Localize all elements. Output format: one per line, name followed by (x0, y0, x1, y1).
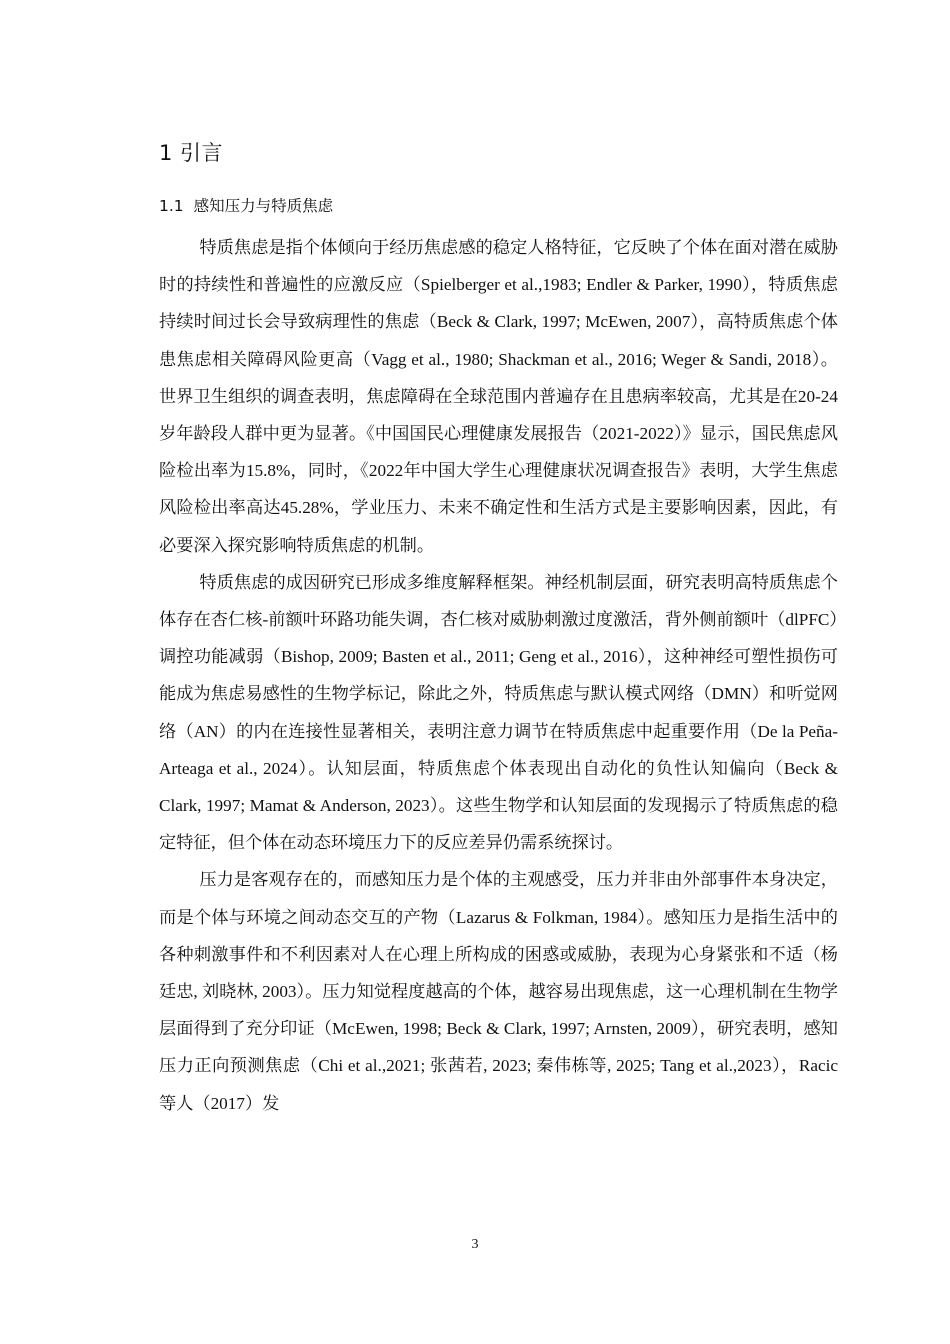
paragraph-trait-anxiety-definition: 特质焦虑是指个体倾向于经历焦虑感的稳定人格特征，它反映了个体在面对潜在威胁时的持续性和普遍性的应激反应（Spielberger et al.,1983; Endler & Parker, 1990），特质焦虑持续时间过长会导致病理性的焦虑（Beck & Clark, 1997; McEwen, 2007），高特质焦虑个体患焦虑相关障碍风险更高（Vagg et al., 1980; Shackman et al., 2016; Weger & Sandi, 2018）。世界卫生组织的调查表明，焦虑障碍在全球范围内普遍存在且患病率较高，尤其是在20-24岁年龄段人群中更为显著。《中国国民心理健康发展报告（2021-2022）》显示，国民焦虑风险检出率为15.8%，同时，《2022年中国大学生心理健康状况调查报告》表明，大学生焦虑风险检出率高达45.28%，学业压力、未来不确定性和生活方式是主要影响因素，因此，有必要深入探究影响特质焦虑的机制。 (159, 238, 838, 555)
paragraph-perceived-stress: 压力是客观存在的，而感知压力是个体的主观感受，压力并非由外部事件本身决定，而是个体与环境之间动态交互的产物（Lazarus & Folkman, 1984）。感知压力是指生活中的各种刺激事件和不利因素对人在心理上所构成的困惑或威胁，表现为心身紧张和不适（杨廷忠, 刘晓林, 2003）。压力知觉程度越高的个体，越容易出现焦虑，这一心理机制在生物学层面得到了充分印证（McEwen, 1998; Beck & Clark, 1997; Arnsten, 2009），研究表明，感知压力正向预测焦虑（Chi et al.,2021; 张茜若, 2023; 秦伟栋等, 2025; Tang et al.,2023），Racic等人（2017）发 (159, 870, 838, 1113)
section-heading: 1 引言 (159, 141, 224, 165)
subsection-number: 1.1 (159, 197, 184, 215)
paragraph-trait-anxiety-causes: 特质焦虑的成因研究已形成多维度解释框架。神经机制层面，研究表明高特质焦虑个体存在杏仁核-前额叶环路功能失调，杏仁核对威胁刺激过度激活，背外侧前额叶（dlPFC）调控功能减弱（Bishop, 2009; Basten et al., 2011; Geng et al., 2016），这种神经可塑性损伤可能成为焦虑易感性的生物学标记，除此之外，特质焦虑与默认模式网络（DMN）和听觉网络（AN）的内在连接性显著相关，表明注意力调节在特质焦虑中起重要作用（De la Peña-Arteaga et al., 2024）。认知层面，特质焦虑个体表现出自动化的负性认知偏向（Beck & Clark, 1997; Mamat & Anderson, 2023）。这些生物学和认知层面的发现揭示了特质焦虑的稳定特征，但个体在动态环境压力下的反应差异仍需系统探讨。 (159, 572, 838, 853)
page-body (159, 138, 838, 1122)
subsection-title: 感知压力与特质焦虑 (193, 197, 334, 215)
subsection-heading (159, 195, 838, 217)
page-number: 3 (471, 1237, 479, 1252)
